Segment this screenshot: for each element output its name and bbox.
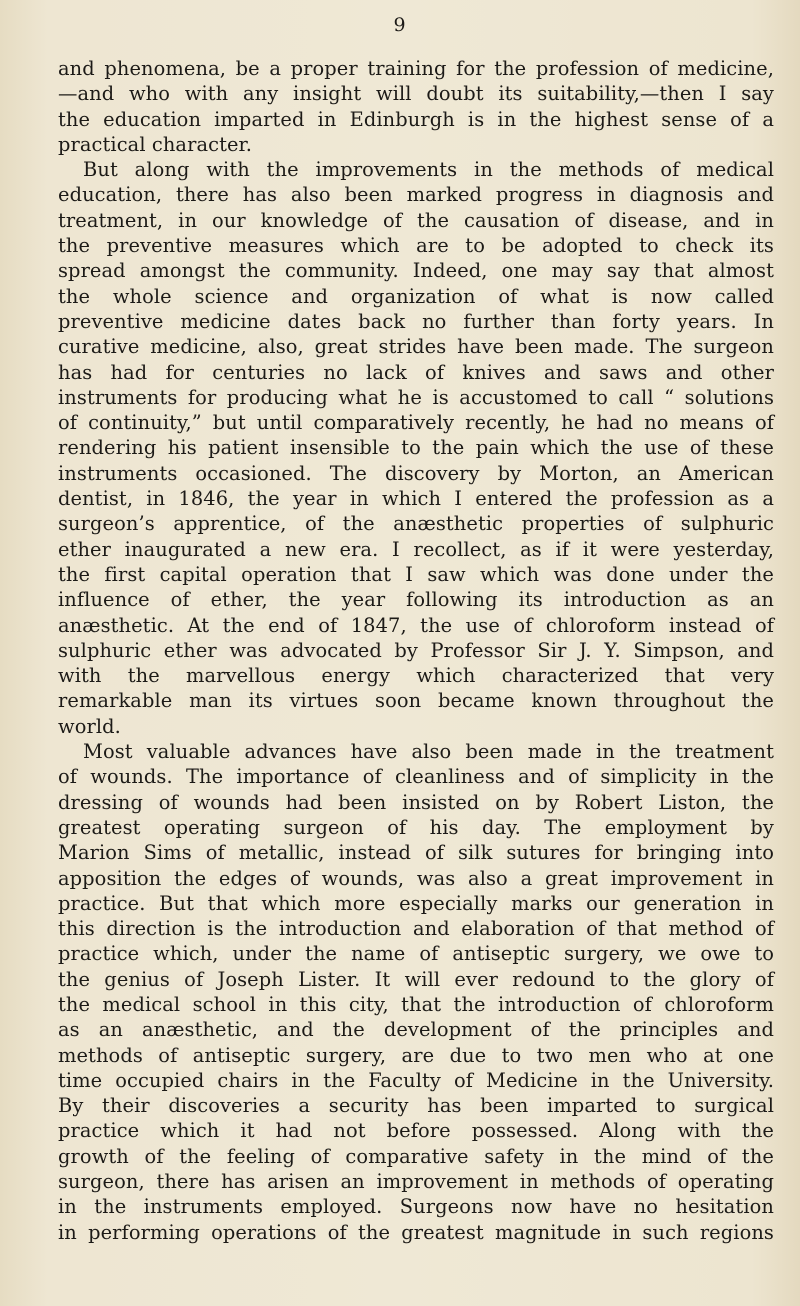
text-line: Marion Sims of metallic, instead of silk sutures for bringing into [58,841,774,865]
text-line: the education imparted in Edinburgh is in the highest sense of a [58,107,774,131]
text-line: preventive medicine dates back no further than forty years. In [58,309,774,333]
text-line: the whole science and organization of what is now called [58,284,774,308]
text-line: education, there has also been marked progress in diagnosis and [58,183,774,207]
text-line: practice which, under the name of antiseptic surgery, we owe to [58,942,774,966]
text-line: treatment, in our knowledge of the causation of disease, and in [58,208,774,232]
text-line: the first capital operation that I saw which was done under the [58,562,774,586]
text-line: rendering his patient insensible to the pain which the use of these [58,436,774,460]
text-line: of wounds. The importance of cleanliness and of simplicity in the [58,765,774,789]
text-line: apposition the edges of wounds, was also a great improvement in [58,866,774,890]
text-line: world. [58,714,121,738]
text-line: in performing operations of the greatest magnitude in such regions [58,1220,774,1244]
text-line: greatest operating surgeon of his day. The employment by [58,815,774,839]
text-line: surgeon, there has arisen an improvement in methods of operating [58,1170,774,1194]
text-line: remarkable man its virtues soon became known throughout the [58,689,774,713]
text-line: surgeon’s apprentice, of the anæsthetic properties of sulphuric [58,512,774,536]
text-line: instruments occasioned. The discovery by Morton, an American [58,461,774,485]
text-line: spread amongst the community. Indeed, one may say that almost [58,259,774,283]
text-line: with the marvellous energy which characterized that very [58,664,774,688]
text-line: influence of ether, the year following its introduction as an [58,588,774,612]
text-line: has had for centuries no lack of knives and saws and other [58,360,774,384]
text-line: this direction is the introduction and elaboration of that method of [58,917,774,941]
text-line: anæsthetic. At the end of 1847, the use of chloroform instead of [58,613,774,637]
text-line: —and who with any insight will doubt its suitability,—then I say [58,82,774,106]
text-line: sulphuric ether was advocated by Professor Sir J. Y. Simpson, and [58,638,774,662]
text-line: curative medicine, also, great strides have been made. The surgeon [58,335,774,359]
page-number: 9 [393,14,407,36]
text-line: practical character. [58,132,253,156]
text-line: growth of the feeling of comparative safety in the mind of the [58,1144,774,1168]
text-line: the genius of Joseph Lister. It will ever redound to the glory of [58,967,774,991]
text-line: methods of antiseptic surgery, are due to two men who at one [58,1043,774,1067]
text-line: as an anæsthetic, and the development of the principles and [58,1018,774,1042]
text-line: practice which it had not before possessed. Along with the [58,1119,774,1143]
text-line: dentist, in 1846, the year in which I entered the profession as a [58,487,774,511]
text-line: But along with the improvements in the methods of medical [83,158,774,182]
text-line: ether inaugurated a new era. I recollect, as if it were yesterday, [58,537,774,561]
text-line: time occupied chairs in the Faculty of Medicine in the University. [58,1068,774,1092]
text-line: in the instruments employed. Surgeons now have no hesitation [58,1195,774,1219]
text-line: and phenomena, be a proper training for the profession of medicine, [58,57,774,80]
body-text [58,56,774,1245]
text-line: Most valuable advances have also been made in the treatment [83,740,774,764]
text-line: instruments for producing what he is accustomed to call “ solutions [58,385,774,409]
text-line: the medical school in this city, that the introduction of chloroform [58,992,774,1016]
text-line: practice. But that which more especially marks our generation in [58,891,774,915]
text-line: of continuity,” but until comparatively recently, he had no means of [58,411,774,435]
text-line: By their discoveries a security has been imparted to surgical [58,1094,774,1118]
text-line: dressing of wounds had been insisted on by Robert Liston, the [58,790,774,814]
text-line: the preventive measures which are to be adopted to check its [58,234,774,258]
